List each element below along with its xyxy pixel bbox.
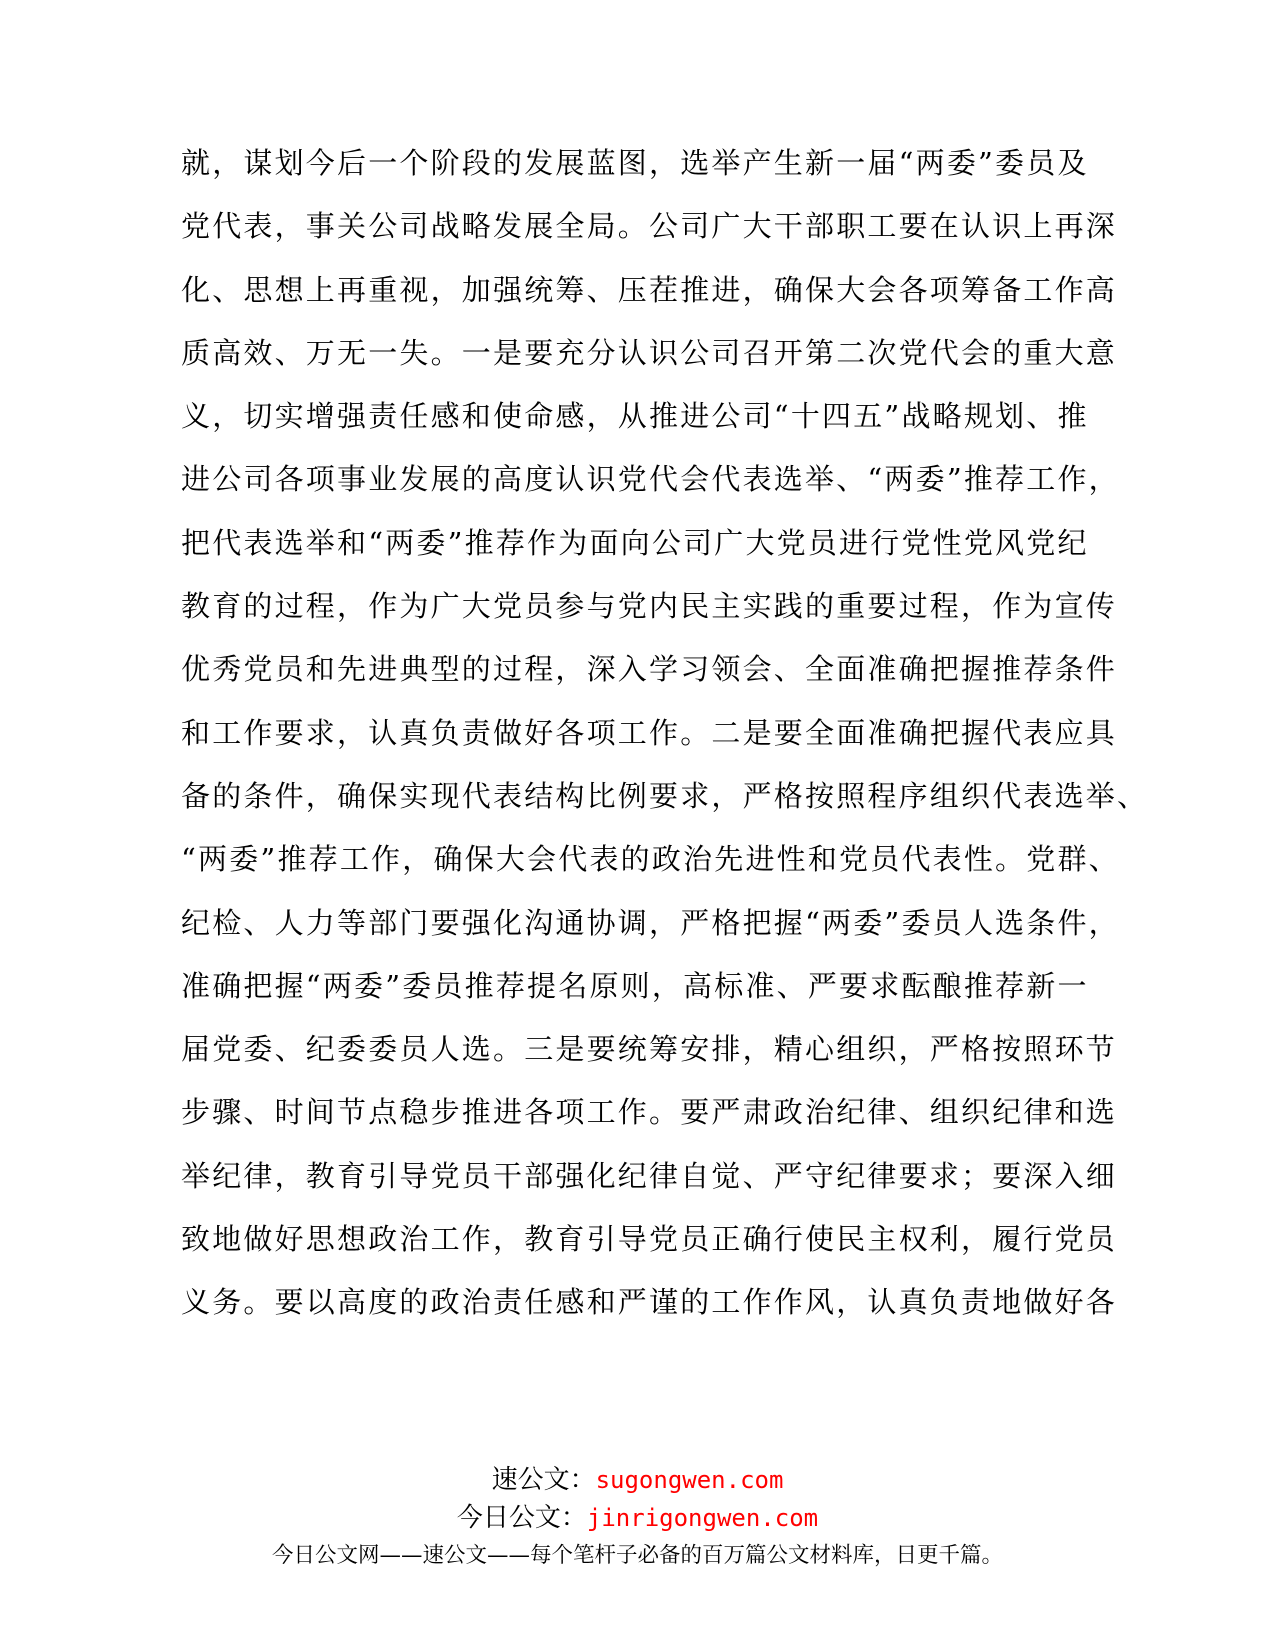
paragraph-line-9: 优秀党员和先进典型的过程，深入学习领会、全面准确把握推荐条件 — [181, 652, 1118, 687]
paragraph-line-11: 备的条件，确保实现代表结构比例要求，严格按照程序组织代表选举、 — [181, 778, 1149, 813]
footer-sugongwen-label: 速公文： — [491, 1465, 596, 1495]
paragraph-line-13: 纪检、人力等部门要强化沟通协调，严格把握“两委”委员人选条件， — [181, 905, 1120, 940]
paragraph-line-5: 义，切实增强责任感和使命感，从推进公司“十四五”战略规划、推 — [181, 399, 1089, 434]
paragraph-line-8: 教育的过程，作为广大党员参与党内民主实践的重要过程，作为宣传 — [181, 589, 1118, 624]
paragraph-line-16: 步骤、时间节点稳步推进各项工作。要严肃政治纪律、组织纪律和选 — [181, 1095, 1118, 1130]
paragraph-line-15: 届党委、纪委委员人选。三是要统筹安排，精心组织，严格按照环节 — [181, 1032, 1118, 1067]
footer-sugongwen-link[interactable]: sugongwen.com — [595, 1466, 784, 1494]
paragraph-line-12: “两委”推荐工作，确保大会代表的政治先进性和党员代表性。党群、 — [181, 842, 1120, 877]
paragraph-line-7: 把代表选举和“两委”推荐作为面向公司广大党员进行党性党风党纪 — [181, 525, 1089, 560]
paragraph-line-6: 进公司各项事业发展的高度认识党代会代表选举、“两委”推荐工作， — [181, 462, 1120, 497]
body-paragraph — [181, 132, 1149, 1335]
paragraph-line-3: 化、思想上再重视，加强统筹、压茬推进，确保大会各项筹备工作高 — [181, 272, 1118, 307]
footer-jinrigongwen — [0, 1500, 1275, 1536]
footer-sugongwen — [0, 1462, 1275, 1498]
paragraph-line-17: 举纪律，教育引导党员干部强化纪律自觉、严守纪律要求；要深入细 — [181, 1158, 1118, 1193]
paragraph-line-18: 致地做好思想政治工作，教育引导党员正确行使民主权利，履行党员 — [181, 1222, 1118, 1257]
paragraph-line-2: 党代表，事关公司战略发展全局。公司广大干部职工要在认识上再深 — [181, 209, 1118, 244]
paragraph-line-1: 就，谋划今后一个阶段的发展蓝图，选举产生新一届“两委”委员及 — [181, 146, 1089, 180]
footer-tagline: 今日公文网——速公文——每个笔杆子必备的百万篇公文材料库，日更千篇。 — [271, 1543, 1003, 1568]
paragraph-line-4: 质高效、万无一失。一是要充分认识公司召开第二次党代会的重大意 — [181, 335, 1118, 370]
paragraph-line-10: 和工作要求，认真负责做好各项工作。二是要全面准确把握代表应具 — [181, 715, 1118, 750]
paragraph-line-19: 义务。要以高度的政治责任感和严谨的工作作风，认真负责地做好各 — [181, 1285, 1118, 1320]
paragraph-line-14: 准确把握“两委”委员推荐提名原则，高标准、严要求酝酿推荐新一 — [181, 968, 1089, 1003]
footer-jinrigongwen-label: 今日公文： — [456, 1503, 587, 1533]
footer-jinrigongwen-link[interactable]: jinrigongwen.com — [586, 1504, 819, 1532]
